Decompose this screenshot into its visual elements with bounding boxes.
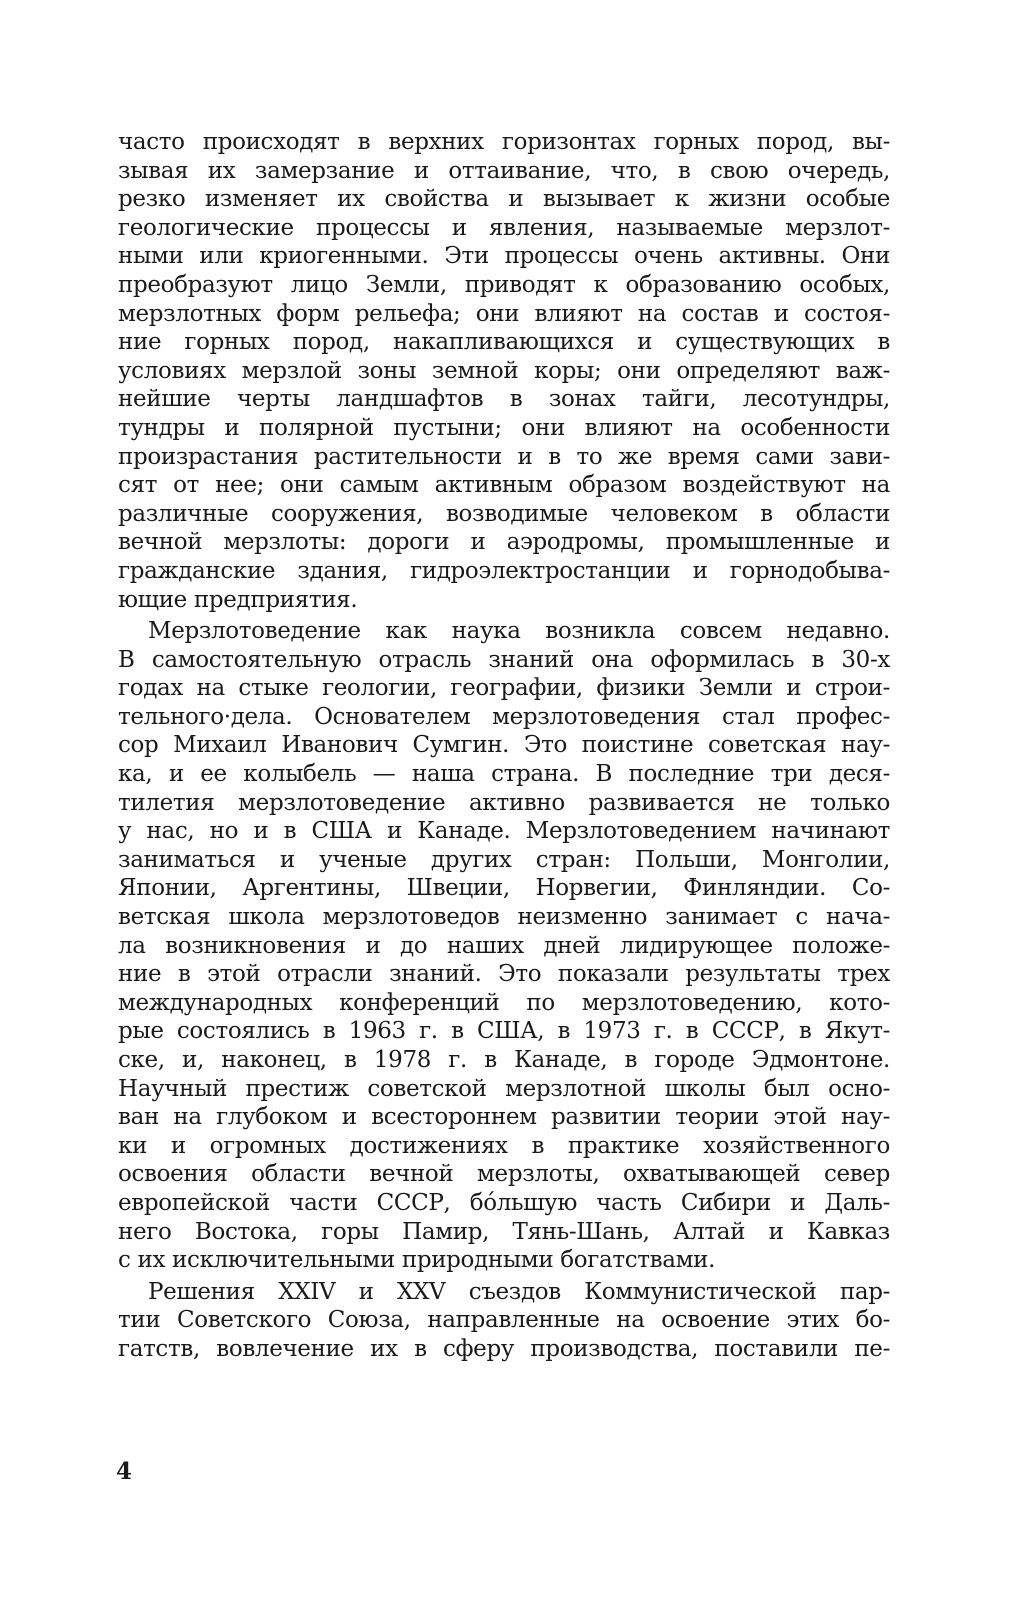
text-line: зывая их замерзание и оттаивание, что, в свою очередь,: [118, 157, 890, 184]
text-line: заниматься и ученые других стран: Польши, Монголии,: [118, 846, 890, 873]
text-line: часто происходят в верхних горизонтах горных пород, вы-: [118, 129, 890, 155]
text-line: различные сооружения, возводимые человеком в области: [118, 500, 890, 527]
text-line: ние горных пород, накапливающихся и существующих в: [118, 329, 890, 356]
text-line: освоения области вечной мерзлоты, охватывающей север: [118, 1161, 890, 1188]
text-line: тундры и полярной пустыни; они влияют на особенности: [118, 414, 890, 441]
text-line: вечной мерзлоты: дороги и аэродромы, промышленные и: [118, 529, 890, 556]
text-line: него Востока, горы Памир, Тянь-Шань, Алтай и Кавказ: [118, 1218, 890, 1245]
text-line: ла возникновения и до наших дней лидирующее положе-: [118, 932, 890, 959]
text-line: нейшие черты ландшафтов в зонах тайги, лесотундры,: [118, 386, 890, 413]
text-line: ветская школа мерзлотоведов неизменно занимает с нача-: [118, 904, 890, 931]
page-number: 4: [116, 1458, 133, 1485]
text-line: тии Советского Союза, направленные на освоение этих бо-: [118, 1307, 890, 1334]
text-line: тельного·дела. Основателем мерзлотоведения стал профес-: [118, 703, 890, 730]
paragraph-2: [118, 617, 890, 1275]
text-line: Японии, Аргентины, Швеции, Норвегии, Финляндии. Со-: [118, 875, 890, 902]
text-line: европейской части СССР, бóльшую часть Сибири и Даль-: [118, 1189, 890, 1216]
paragraph-3: [118, 1278, 890, 1364]
text-line: произрастания растительности и в то же время сами зави-: [118, 443, 890, 470]
text-line: ка, и ее колыбель — наша страна. В последние три деся-: [118, 761, 890, 788]
text-line: с их исключительными природными богатствами.: [118, 1247, 716, 1274]
text-line: международных конференций по мерзлотоведению, кото-: [118, 989, 890, 1016]
text-line: условиях мерзлой зоны земной коры; они определяют важ-: [118, 357, 890, 384]
text-line: В самостоятельную отрасль знаний она оформилась в 30-х: [118, 646, 890, 673]
text-line: Мерзлотоведение как наука возникла совсем недавно.: [148, 618, 890, 645]
text-line: сор Михаил Иванович Сумгин. Это поистине советская нау-: [118, 732, 890, 759]
text-line: гражданские здания, гидроэлектростанции и горнодобыва-: [118, 557, 890, 584]
text-line: у нас, но и в США и Канаде. Мерзлотоведением начинают: [118, 818, 890, 845]
paragraph-1: [118, 128, 890, 614]
text-line: ван на глубоком и всестороннем развитии теории этой нау-: [118, 1104, 890, 1131]
text-line: гатств, вовлечение их в сферу производства, поставили пе-: [118, 1335, 890, 1362]
text-line: ние в этой отрасли знаний. Это показали результаты трех: [118, 961, 890, 988]
text-line: тилетия мерзлотоведение активно развивается не только: [118, 789, 890, 816]
text-line: сят от нее; они самым активным образом воздействуют на: [118, 472, 890, 499]
text-line: преобразуют лицо Земли, приводят к образованию особых,: [118, 271, 890, 298]
text-line: Решения XXIV и XXV съездов Коммунистической пар-: [148, 1278, 890, 1305]
text-line: ющие предприятия.: [118, 586, 358, 613]
text-line: рые состоялись в 1963 г. в США, в 1973 г. в СССР, в Якут-: [118, 1018, 890, 1045]
text-line: годах на стыке геологии, географии, физики Земли и строи-: [118, 675, 890, 702]
text-line: ске, и, наконец, в 1978 г. в Канаде, в городе Эдмонтоне.: [118, 1047, 890, 1073]
text-line: ки и огромных достижениях в практике хозяйственного: [118, 1132, 890, 1159]
text-line: ными или криогенными. Эти процессы очень активны. Они: [118, 243, 890, 270]
text-line: мерзлотных форм рельефа; они влияют на состав и состоя-: [118, 300, 890, 327]
text-line: геологические процессы и явления, называемые мерзлот-: [118, 214, 890, 241]
text-line: резко изменяет их свойства и вызывает к жизни особые: [118, 186, 890, 213]
page-body: [118, 128, 890, 1364]
text-line: Научный престиж советской мерзлотной школы был осно-: [118, 1075, 890, 1102]
